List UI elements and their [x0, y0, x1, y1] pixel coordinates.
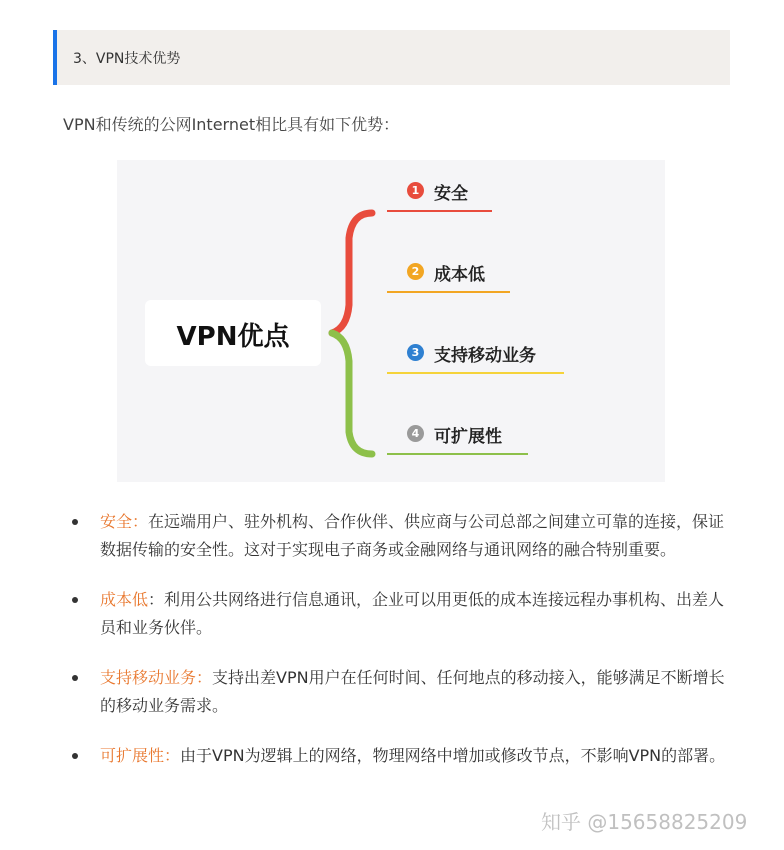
- number-badge: 4: [407, 425, 424, 442]
- keyword: 支持移动业务：: [100, 668, 213, 687]
- branch-underline: [387, 372, 564, 374]
- center-label: VPN优点: [176, 322, 290, 352]
- number-badge: 1: [407, 182, 424, 199]
- brace-bottom: [332, 333, 372, 454]
- list-item: [70, 742, 730, 770]
- item-text: ：利用公共网络进行信息通讯，企业可以用更低的成本连接远程办事机构、出差人员和业务伙伴。: [100, 590, 725, 637]
- bullet-list: [70, 508, 730, 792]
- branch-label: 可扩展性: [434, 427, 502, 447]
- brace-top: [332, 213, 372, 333]
- branch-label: 成本低: [434, 265, 485, 285]
- bullet-icon: [72, 597, 78, 603]
- section-header: [53, 30, 730, 85]
- number-badge: 2: [407, 263, 424, 280]
- intro-text: VPN和传统的公网Internet相比具有如下优势：: [63, 115, 400, 134]
- item-text: 支持出差VPN用户在任何时间、任何地点的移动接入，能够满足不断增长的移动业务需求。: [100, 668, 725, 715]
- number-badge: 3: [407, 344, 424, 361]
- keyword: 成本低: [100, 590, 149, 609]
- list-item: [70, 664, 730, 720]
- bullet-icon: [72, 519, 78, 525]
- item-text: 由于VPN为逻辑上的网络，物理网络中增加或修改节点，不影响VPN的部署。: [180, 746, 726, 765]
- branch-underline: [387, 291, 510, 293]
- branch-label: 支持移动业务: [434, 346, 536, 366]
- mindmap-diagram: [117, 160, 665, 482]
- branch-label: 安全: [434, 184, 468, 204]
- list-item: [70, 508, 730, 564]
- center-node: [145, 300, 321, 366]
- watermark: 知乎 @15658825209: [541, 810, 748, 834]
- bullet-icon: [72, 753, 78, 759]
- keyword: 可扩展性：: [100, 746, 181, 765]
- section-title: 3、VPN技术优势: [73, 51, 181, 67]
- list-item: [70, 586, 730, 642]
- item-text: 在远端用户、驻外机构、合作伙伴、供应商与公司总部之间建立可靠的连接，保证数据传输的安全性。这对于实现电子商务或金融网络与通讯网络的融合特别重要。: [100, 512, 725, 559]
- keyword: 安全：: [100, 512, 149, 531]
- branch-underline: [387, 453, 528, 455]
- branch-underline: [387, 210, 492, 212]
- bullet-icon: [72, 675, 78, 681]
